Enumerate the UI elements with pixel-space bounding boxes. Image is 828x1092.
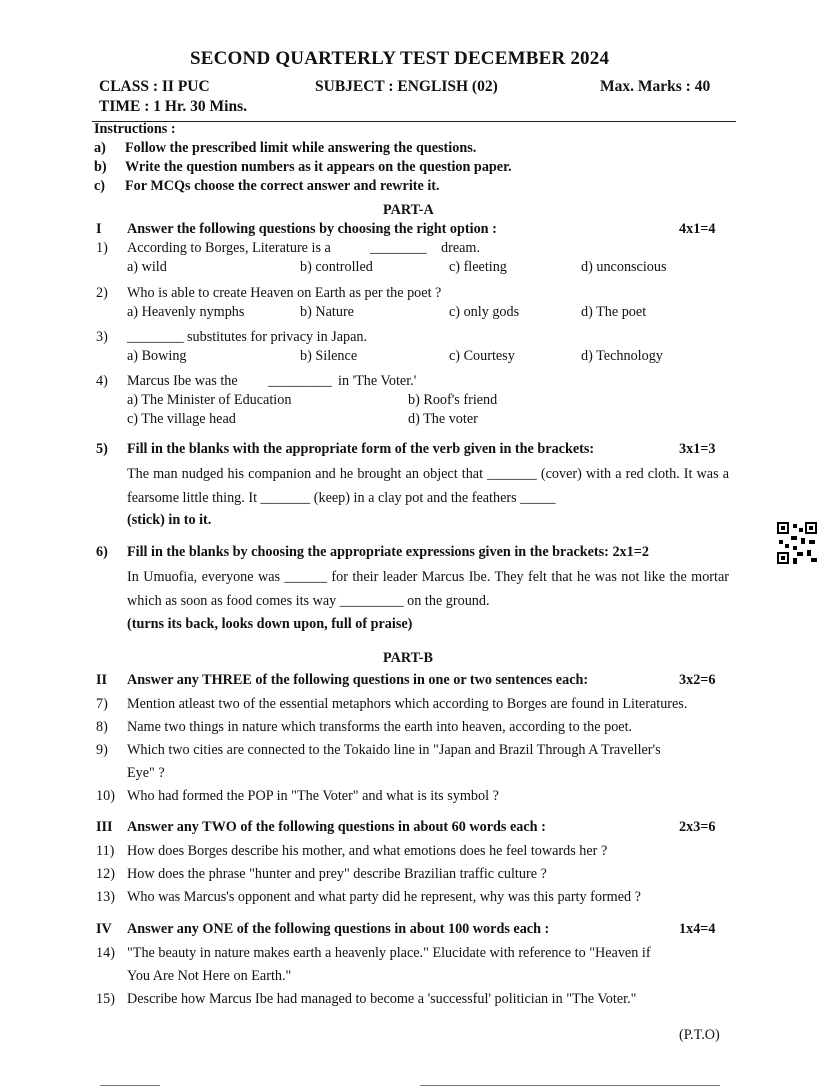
option: a) The Minister of Education <box>127 392 292 408</box>
question-text: in 'The Voter.' <box>338 373 417 389</box>
section-marks: 1x4=4 <box>679 921 716 937</box>
options-line: (turns its back, looks down upon, full of praise) <box>127 616 413 632</box>
option: c) fleeting <box>449 259 507 275</box>
instruction-text: Write the question numbers as it appears on the question paper. <box>125 159 512 175</box>
blank: ________ <box>370 240 427 256</box>
section-number: II <box>96 672 108 688</box>
question-text: Who was Marcus's opponent and what party did he represent, why was this party formed ? <box>127 889 641 905</box>
question-text: How does Borges describe his mother, and what emotions does he feel towards her ? <box>127 843 608 859</box>
section-marks: 2x3=6 <box>679 819 716 835</box>
section-marks: 3x2=6 <box>679 672 716 688</box>
time-label: TIME : 1 Hr. 30 Mins. <box>99 98 247 115</box>
instructions-heading: Instructions : <box>94 121 176 137</box>
scan-artifact-line <box>420 1085 720 1086</box>
question-text-continued: Eye" ? <box>127 765 165 781</box>
instruction-label: b) <box>94 159 107 175</box>
section-instruction: Answer any TWO of the following questions in about 60 words each : <box>127 819 546 835</box>
question-number: 12) <box>96 866 115 882</box>
section-instruction: Answer any ONE of the following questions in about 100 words each : <box>127 921 550 937</box>
question-text: Mention atleast two of the essential metaphors which according to Borges are found in Literatures. <box>127 696 688 712</box>
subject-label: SUBJECT : ENGLISH (02) <box>315 78 498 95</box>
section-marks: 4x1=4 <box>679 221 716 237</box>
blank: _________ <box>268 373 332 389</box>
question-number: 3) <box>96 329 108 345</box>
option: c) The village head <box>127 411 236 427</box>
question-text: Name two things in nature which transforms the earth into heaven, according to the poet. <box>127 719 633 735</box>
question-number: 8) <box>96 719 108 735</box>
section-number: IV <box>96 921 112 937</box>
instruction-text: Follow the prescribed limit while answering the questions. <box>125 140 477 156</box>
header-rule <box>92 121 736 122</box>
scan-artifact-line <box>100 1085 160 1086</box>
question-number: 2) <box>96 285 108 301</box>
section-instruction: Answer the following questions by choosing the right option : <box>127 221 497 237</box>
question-number: 9) <box>96 742 108 758</box>
question-text: "The beauty in nature makes earth a heavenly place." Elucidate with reference to "Heaven if <box>127 945 651 961</box>
option: d) The voter <box>408 411 478 427</box>
option: d) The poet <box>581 304 647 320</box>
question-number: 14) <box>96 945 115 961</box>
section-instruction: Answer any THREE of the following questions in one or two sentences each: <box>127 672 589 688</box>
question-number: 4) <box>96 373 108 389</box>
question-number: 11) <box>96 843 115 859</box>
instruction-label: a) <box>94 140 106 156</box>
option: d) Technology <box>581 348 663 364</box>
section-number: III <box>96 819 113 835</box>
question-text-continued: You Are Not Here on Earth." <box>127 968 292 984</box>
question-text: Who is able to create Heaven on Earth as per the poet ? <box>127 285 442 301</box>
question-text: substitutes for privacy in Japan. <box>187 329 368 345</box>
question-number: 13) <box>96 889 115 905</box>
question-heading: Fill in the blanks with the appropriate form of the verb given in the brackets: <box>127 441 595 457</box>
question-heading: Fill in the blanks by choosing the appropriate expressions given in the brackets: 2x1=2 <box>127 544 649 560</box>
question-text: According to Borges, Literature is a <box>127 240 331 256</box>
option: c) Courtesy <box>449 348 515 364</box>
question-number: 5) <box>96 441 108 457</box>
option: b) controlled <box>300 259 373 275</box>
question-text: Marcus Ibe was the <box>127 373 238 389</box>
question-number: 6) <box>96 544 108 560</box>
option: b) Silence <box>300 348 358 364</box>
max-marks-label: Max. Marks : 40 <box>600 78 711 95</box>
question-marks: 3x1=3 <box>679 441 716 457</box>
question-text: How does the phrase "hunter and prey" describe Brazilian traffic culture ? <box>127 866 547 882</box>
option: a) Bowing <box>127 348 187 364</box>
part-b-title: PART-B <box>383 650 433 666</box>
question-text: Which two cities are connected to the Tokaido line in "Japan and Brazil Through A Traveller's <box>127 742 661 758</box>
pto-label: (P.T.O) <box>679 1027 720 1043</box>
question-number: 10) <box>96 788 115 804</box>
option: a) wild <box>127 259 167 275</box>
part-a-title: PART-A <box>383 202 434 218</box>
option: b) Roof's friend <box>408 392 498 408</box>
question-text: Describe how Marcus Ibe had managed to become a 'successful' politician in "The Voter." <box>127 991 637 1007</box>
question-text: dream. <box>441 240 480 256</box>
option: a) Heavenly nymphs <box>127 304 245 320</box>
question-paragraph: In Umuofia, everyone was ______ for their leader Marcus Ibe. They felt that he was not like the mortar which as soon as food comes its way _________ on the ground. <box>127 569 729 609</box>
instruction-label: c) <box>94 178 106 194</box>
option: d) unconscious <box>581 259 667 275</box>
question-number: 7) <box>96 696 108 712</box>
class-label: CLASS : II PUC <box>99 78 210 95</box>
instruction-text: For MCQs choose the correct answer and rewrite it. <box>125 178 440 194</box>
option: c) only gods <box>449 304 520 320</box>
question-number: 1) <box>96 240 108 256</box>
question-paragraph-tail: (stick) in to it. <box>127 512 212 528</box>
option: b) Nature <box>300 304 354 320</box>
qr-code-icon <box>777 522 817 564</box>
blank: ________ <box>127 329 184 345</box>
page-title: SECOND QUARTERLY TEST DECEMBER 2024 <box>190 48 610 69</box>
question-paragraph: The man nudged his companion and he brought an object that _______ (cover) with a red cloth. It was a fearsome little thing. It _______ (keep) in a clay pot and the feathers _____ <box>127 466 729 506</box>
question-text: Who had formed the POP in "The Voter" and what is its symbol ? <box>127 788 499 804</box>
question-number: 15) <box>96 991 115 1007</box>
section-number: I <box>96 221 102 237</box>
